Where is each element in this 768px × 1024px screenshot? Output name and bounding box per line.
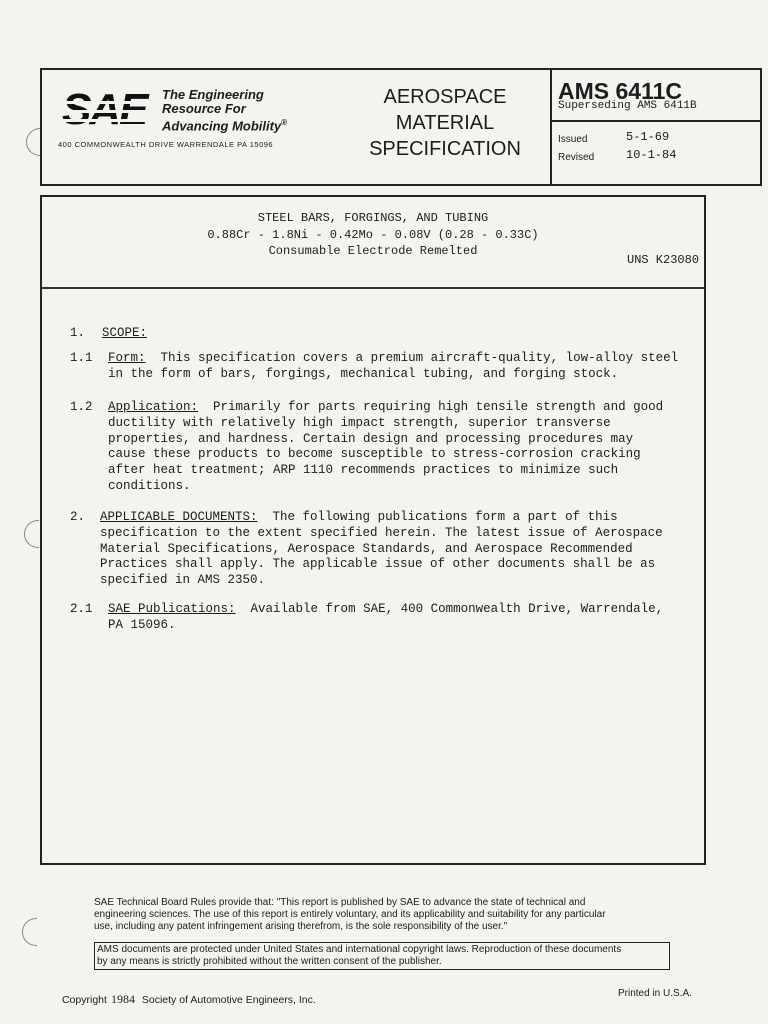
issued-label: Issued bbox=[558, 134, 588, 145]
section-1-1-heading: Form: bbox=[108, 351, 146, 365]
section-1-title: SCOPE: bbox=[102, 326, 148, 340]
section-2-heading: APPLICABLE DOCUMENTS: bbox=[100, 510, 258, 524]
spec-title-line2: MATERIAL bbox=[395, 112, 495, 134]
ams-number-box bbox=[552, 70, 762, 122]
section-2-number: 2. bbox=[70, 510, 86, 524]
section-2-text: APPLICABLE DOCUMENTS: The following publications form a part of this specification to the extent specified herein. The latest issue of Aerospace Material Specifications, Aerospace Standards, and Aerospace Recommended Practices shall apply. The applicable issue of other documents shall be as specified in AMS 2350. bbox=[100, 510, 663, 588]
technical-board-rules: SAE Technical Board Rules provide that: "This report is published by SAE to advance the state of technical and engineering sciences. The use of this report is entirely voluntary, and its applicability and suitability for any particular use, including any patent infringement arising therefrom, is the sole responsibility of the user." bbox=[94, 897, 606, 932]
header-logo-panel bbox=[42, 70, 338, 184]
header-box bbox=[40, 68, 762, 186]
sae-logo bbox=[62, 88, 146, 132]
section-2-1-heading: SAE Publications: bbox=[108, 602, 236, 616]
printed-in: Printed in U.S.A. bbox=[618, 988, 692, 999]
section-2-1-number: 2.1 bbox=[70, 602, 93, 616]
uns-number: UNS K23080 bbox=[627, 253, 700, 267]
punch-hole-middle bbox=[24, 520, 39, 548]
composition-line: 0.88Cr - 1.8Ni - 0.42Mo - 0.08V (0.28 - 0.33C) bbox=[207, 228, 539, 242]
copyright-notice-box: AMS documents are protected under United States and international copyright laws. Reproduction of these documents by any means is strictly prohibited without the written consent of the publisher. bbox=[94, 942, 670, 970]
revised-label: Revised bbox=[558, 152, 595, 163]
specification-body bbox=[40, 195, 706, 865]
punch-hole-bottom bbox=[22, 918, 37, 946]
material-title: STEEL BARS, FORGINGS, AND TUBING bbox=[257, 211, 489, 225]
spec-id-panel bbox=[552, 70, 762, 184]
section-1-number: 1. bbox=[70, 326, 86, 340]
section-1-1-text: Form: This specification covers a premium aircraft-quality, low-alloy steel in the form of bars, forgings, mechanical tubing, and forging stock. bbox=[108, 351, 679, 381]
section-2-1-text: SAE Publications: Available from SAE, 400 Commonwealth Drive, Warrendale, PA 15096. bbox=[108, 602, 664, 632]
section-1-2-text: Application: Primarily for parts requiring high tensile strength and good ductility with relatively high impact strength, superior transverse properties, and hardness. Certain design and processing procedures may cause these products to become susceptible to stress-corrosion cracking after heat treatment; ARP 1110 recommends practices to minimize such conditions. bbox=[108, 400, 664, 493]
sae-address: 400 COMMONWEALTH DRIVE WARRENDALE PA 15096 bbox=[58, 140, 274, 149]
spec-title-line1: AEROSPACE bbox=[383, 86, 507, 108]
section-1-2-heading: Application: bbox=[108, 400, 199, 414]
punch-hole-top bbox=[26, 128, 41, 156]
ams-number: AMS 6411C bbox=[558, 78, 683, 104]
spec-title-line3: SPECIFICATION bbox=[369, 138, 521, 160]
issued-date: 5-1-69 bbox=[626, 130, 670, 144]
process-line: Consumable Electrode Remelted bbox=[268, 244, 478, 258]
title-divider bbox=[42, 287, 704, 289]
spec-type-panel bbox=[338, 70, 552, 184]
section-1-2-number: 1.2 bbox=[70, 400, 93, 414]
superseding-note: Superseding AMS 6411B bbox=[558, 100, 697, 112]
sae-tagline: The Engineering Resource For Advancing Mobility® bbox=[162, 87, 288, 134]
section-1-1-number: 1.1 bbox=[70, 351, 93, 365]
copyright-year: 1984 bbox=[110, 992, 135, 1006]
revised-date: 10-1-84 bbox=[626, 148, 677, 162]
copyright-line: Copyright 1984 Society of Automotive Engineers, Inc. bbox=[62, 992, 316, 1006]
